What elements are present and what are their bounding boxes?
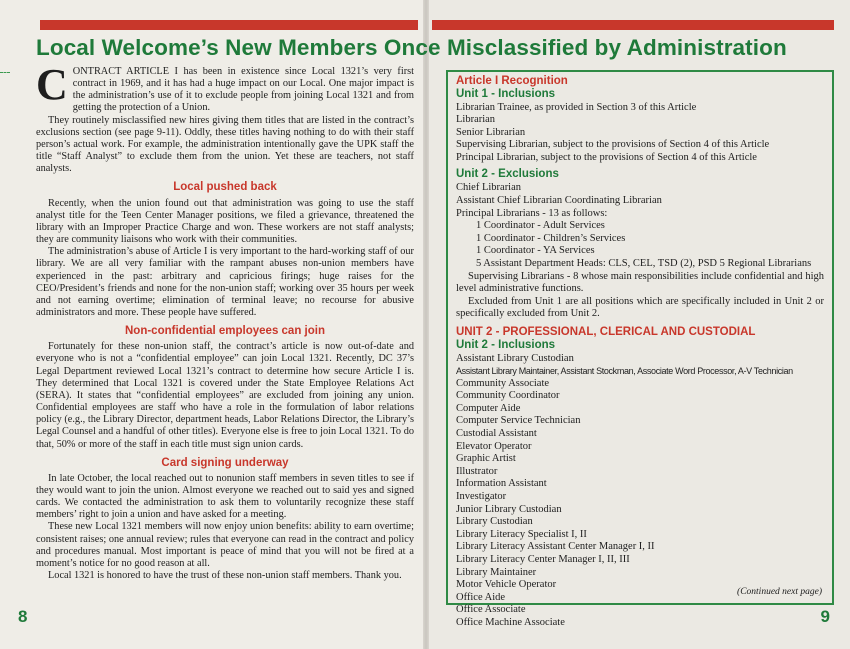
unit2-professional-heading: UNIT 2 - PROFESSIONAL, CLERICAL AND CUSTODIAL xyxy=(456,326,756,338)
paragraph: These new Local 1321 members will now enjoy union benefits: ability to earn overtime; consistent raises; one annual review; rules that everyone can read in the contract and policy and procedures manual. Most important is peace of mind that you will not be fired at a moment’s notice for no good reason at all. xyxy=(36,521,414,569)
list-item: Library Maintainer xyxy=(456,566,537,578)
list-item: Library Literacy Assistant Center Manager I, II xyxy=(456,541,655,553)
paragraph: In late October, the local reached out to nonunion staff members in seven titles to see if they would want to join the union. Almost everyone we reached out to said yes and signed cards. We contacted the administration to ask them to voluntarily recognize these staff members’ right to join a union and have asked for a meeting. xyxy=(36,472,414,521)
subhead-local-pushed-back: Local pushed back xyxy=(173,181,277,194)
list-item: Chief Librarian xyxy=(456,182,522,194)
subhead-card-signing: Card signing underway xyxy=(161,456,289,469)
paragraph: They routinely misclassified new hires giving them titles that are listed in the contract’s exclusions section (see page 9-11). Oddly, these titles having nothing to do with their staff person’s actual work. For example, the administration intentionally gave the UPK staff the title “Staff Analyst” to exclude them from the union. Yet these are teachers, not staff analysts. xyxy=(36,114,414,175)
list-item: Office Aide xyxy=(456,591,506,603)
paragraph: Recently, when the union found out that administration was going to use the staff analyst title for the Teen Center Manager positions, we filed a grievance, threatened the library with an Improper Practice Charge and won. These workers are not staff analysts; they are community liaisons who work with their communities. xyxy=(36,197,414,246)
list-item: Community Coordinator xyxy=(456,390,560,402)
paragraph: ONTRACT ARTICLE I has been in existence since Local 1321’s very first contract in 1969, and it has had a huge impact on our Local. One major impact is the administration’s use of it to exclude people from joining Local 1321 and from getting the protection of a Union. xyxy=(72,66,414,114)
list-item: Junior Library Custodian xyxy=(456,503,562,515)
list-item: Office Machine Associate xyxy=(456,616,565,628)
list-item: Assistant Library Custodian xyxy=(456,352,574,364)
list-item: Supervising Librarian, subject to the provisions of Section 4 of this Article xyxy=(456,139,770,151)
list-item: Librarian xyxy=(456,114,496,126)
drop-cap: C xyxy=(36,60,68,109)
unit1-inclusions-heading: Unit 1 - Inclusions xyxy=(456,87,556,100)
subhead-non-confidential: Non-confidential employees can join xyxy=(124,325,325,338)
continued-note: (Continued next page) xyxy=(737,587,822,598)
exclusion-paragraph: Excluded from Unit 1 are all positions which are specifically included in Unit 2 or specifically excluded from Unit 2. xyxy=(456,295,824,320)
list-item: Community Associate xyxy=(456,377,550,389)
list-item: Principal Librarians - 13 as follows: xyxy=(456,207,608,219)
sub-list-item: 5 Assistant Department Heads: CLS, CEL, TSD (2), PSD 5 Regional Librarians xyxy=(476,258,812,270)
list-item: Library Custodian xyxy=(456,516,533,528)
list-item: Office Associate xyxy=(456,604,526,616)
list-item: Library Literacy Specialist I, II xyxy=(456,528,587,540)
list-item: Library Literacy Center Manager I, II, III xyxy=(456,554,630,565)
top-red-bar-left xyxy=(40,20,418,30)
paragraph: The administration’s abuse of Article I is very important to the hard-working staff of our library. We are all very familiar with the rampant abuses non-union members have experienced in the past: arbitrary and capricious firings; huge raises for the CEO/President’s friends and none for the non-union staff; working over 35 hours per week and not earning overtime; elimination of terminal leave; no recourse for abusive administrators and more. These people have suffered. xyxy=(36,246,414,318)
paragraph: Fortunately for these non-union staff, the contract’s article is now out-of-date and everyone who is not a “confidential employee” can join Local 1321. Recently, DC 37’s Legal Department reviewed Local 1321’s contract to determine how secure Article I is. They determined that Local 1321 is covered under the State Employee Relations Act (SERA). It states that “confidential employees” are excluded from joining any union. Confidential employees are staff who have a role in the formulation of labor relations policy (e.g., the Library Director, department heads, Labor Relations Director, the Library’s Legal Counsel and a handful of other titles). Everyone else is free to join Local 1321. To do that, 50% or more of the staff in each title must sign union cards. xyxy=(36,341,414,450)
left-edge-ornament xyxy=(0,72,10,75)
list-item: Elevator Operator xyxy=(456,440,532,452)
page-number-left: 8 xyxy=(18,607,28,626)
list-item: Computer Service Technician xyxy=(456,415,581,427)
list-item: Information Assistant xyxy=(456,478,547,490)
list-item: Custodial Assistant xyxy=(456,428,537,440)
spine-gutter xyxy=(423,0,429,649)
article-recognition-box xyxy=(446,70,834,628)
top-red-bar-right xyxy=(432,20,834,30)
list-item: Principal Librarian, subject to the provisions of Section 4 of this Article xyxy=(456,151,757,163)
left-article-column xyxy=(36,60,414,582)
sub-list-item: 1 Coordinator - YA Services xyxy=(476,245,595,257)
article-headline: Local Welcome’s New Members Once Misclassified by Administration xyxy=(36,35,787,60)
list-item: Senior Librarian xyxy=(456,126,526,138)
paragraph: Local 1321 is honored to have the trust of these non-union staff members. Thank you. xyxy=(48,570,402,582)
list-item: Graphic Artist xyxy=(456,453,516,465)
article-title: Article I Recognition xyxy=(456,75,568,87)
list-item: Illustrator xyxy=(456,465,498,477)
list-item: Investigator xyxy=(456,491,507,503)
list-item: Computer Aide xyxy=(456,402,521,414)
unit2-inclusions-heading: Unit 2 - Inclusions xyxy=(456,338,556,351)
sub-list-item: 1 Coordinator - Children’s Services xyxy=(476,232,626,244)
list-item: Motor Vehicle Operator xyxy=(456,579,557,591)
list-item: Assistant Library Maintainer, Assistant Stockman, Associate Word Processor, A-V Technician xyxy=(456,366,793,377)
list-item: Librarian Trainee, as provided in Section 3 of this Article xyxy=(456,101,697,113)
list-item: Assistant Chief Librarian Coordinating Librarian xyxy=(456,195,662,207)
page-number-right: 9 xyxy=(820,607,830,626)
unit2-exclusions-heading: Unit 2 - Exclusions xyxy=(456,168,559,181)
exclusion-paragraph: Supervising Librarians - 8 whose main responsibilities include confidential and high level administrative functions. xyxy=(456,270,824,295)
sub-list-item: 1 Coordinator - Adult Services xyxy=(476,220,605,232)
